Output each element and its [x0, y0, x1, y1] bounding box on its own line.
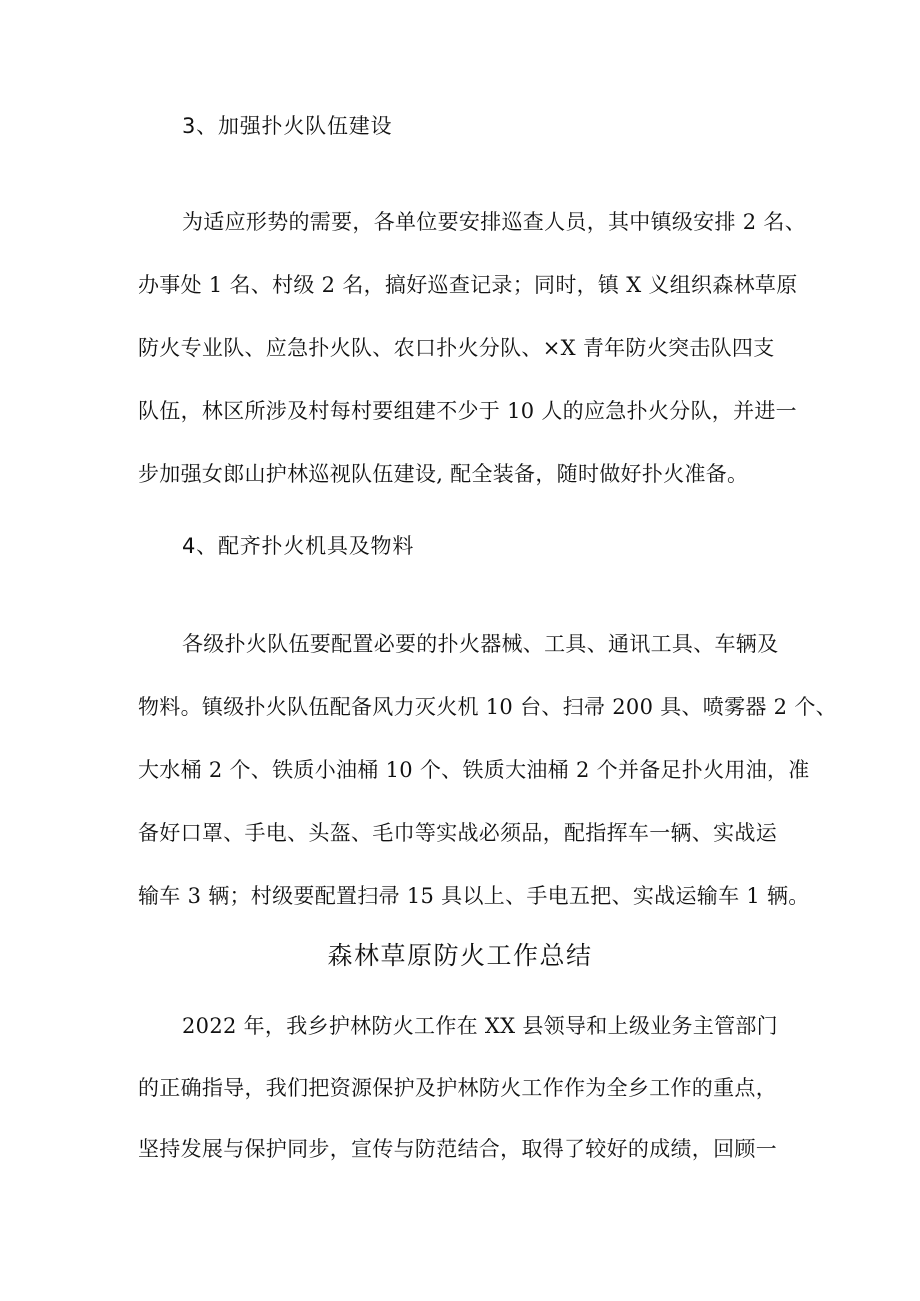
- section-4-paragraph-line: 物料。镇级扑火队伍配备风力灭火机 10 台、扫帚 200 具、喷雾器 2 个、: [138, 695, 837, 719]
- section-3-paragraph-line: 防火专业队、应急扑火队、农口扑火分队、×X 青年防火突击队四支: [138, 336, 775, 360]
- section-4-paragraph-line: 各级扑火队伍要配置必要的扑火器械、工具、通讯工具、车辆及: [182, 632, 779, 656]
- section-4-heading: 4、配齐扑火机具及物料: [182, 534, 415, 558]
- section-3-paragraph-line: 队伍，林区所涉及村每村要组建不少于 10 人的应急扑火分队，并进一: [138, 399, 797, 423]
- section-3-paragraph-line: 步加强女郎山护林巡视队伍建设, 配全装备，随时做好扑火准备。: [138, 462, 749, 486]
- section-4-paragraph-line: 备好口罩、手电、头盔、毛巾等实战必须品，配指挥车一辆、实战运: [138, 821, 777, 845]
- section-4-paragraph-line: 输车 3 辆；村级要配置扫帚 15 具以上、手电五把、实战运输车 1 辆。: [138, 884, 810, 908]
- section-3-paragraph-line: 办事处 1 名、村级 2 名，搞好巡查记录；同时，镇 X 义组织森林草原: [138, 273, 798, 297]
- section-3-heading: 3、加强扑火队伍建设: [182, 114, 393, 138]
- summary-paragraph-line: 的正确指导，我们把资源保护及护林防火工作作为全乡工作的重点，: [138, 1076, 777, 1100]
- summary-paragraph-line: 2022 年，我乡护林防火工作在 XX 县领导和上级业务主管部门: [182, 1014, 778, 1038]
- section-3-paragraph-line: 为适应形势的需要，各单位要安排巡查人员，其中镇级安排 2 名、: [182, 210, 807, 234]
- summary-paragraph-line: 坚持发展与保护同步，宣传与防范结合，取得了较好的成绩，回顾一: [138, 1137, 777, 1161]
- summary-title: 森林草原防火工作总结: [327, 941, 593, 970]
- section-4-paragraph-line: 大水桶 2 个、铁质小油桶 10 个、铁质大油桶 2 个并备足扑火用油，准: [138, 758, 810, 782]
